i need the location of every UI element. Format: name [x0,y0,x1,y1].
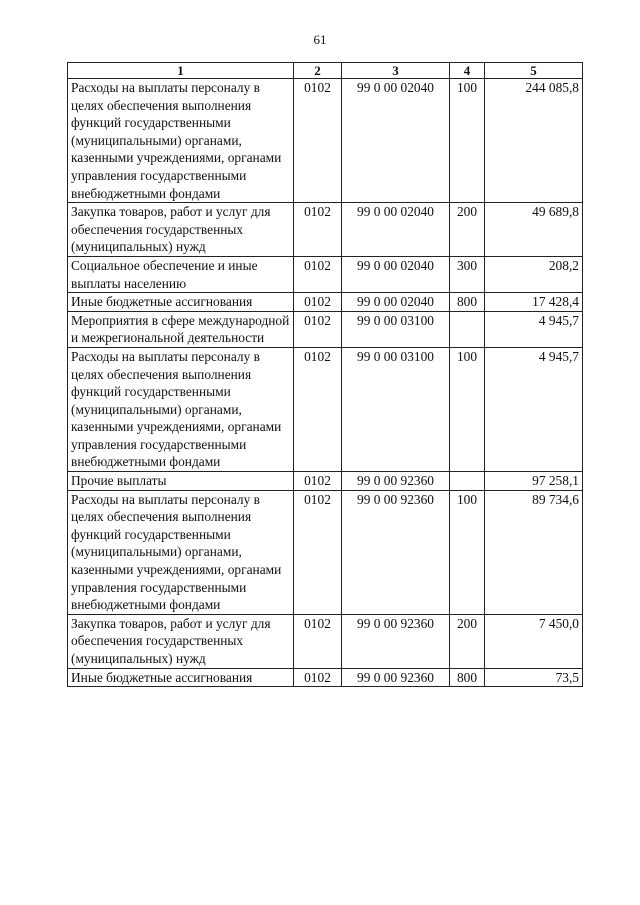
row-amount-cell: 4 945,7 [485,311,583,347]
row-amount-cell: 208,2 [485,256,583,292]
row-target-cell: 99 0 00 03100 [342,347,450,471]
row-section-cell: 0102 [294,293,342,312]
table-row [68,668,583,687]
table-body [68,79,583,687]
row-type-cell: 200 [450,203,485,257]
row-target-cell: 99 0 00 02040 [342,79,450,203]
table-row [68,293,583,312]
row-type-cell: 300 [450,256,485,292]
row-amount-cell: 7 450,0 [485,614,583,668]
row-target-cell: 99 0 00 92360 [342,668,450,687]
row-type-cell [450,472,485,491]
header-col-3: 3 [342,63,450,79]
table-row [68,203,583,257]
row-name-cell: Иные бюджетные ассигнования [68,293,294,312]
row-target-cell: 99 0 00 03100 [342,311,450,347]
table-row [68,472,583,491]
row-section-cell: 0102 [294,347,342,471]
table-row [68,490,583,614]
table-header [68,63,583,79]
row-amount-cell: 73,5 [485,668,583,687]
row-type-cell [450,311,485,347]
budget-table [67,62,583,687]
row-name-cell: Закупка товаров, работ и услуг для обеспечения государственных (муниципальных) нужд [68,614,294,668]
row-type-cell: 200 [450,614,485,668]
row-name-cell: Закупка товаров, работ и услуг для обеспечения государственных (муниципальных) нужд [68,203,294,257]
row-type-cell: 100 [450,79,485,203]
row-section-cell: 0102 [294,668,342,687]
header-col-1: 1 [68,63,294,79]
row-name-cell: Иные бюджетные ассигнования [68,668,294,687]
row-amount-cell: 97 258,1 [485,472,583,491]
header-col-4: 4 [450,63,485,79]
header-row [68,63,583,79]
row-target-cell: 99 0 00 02040 [342,293,450,312]
table-row [68,614,583,668]
row-type-cell: 100 [450,490,485,614]
header-col-5: 5 [485,63,583,79]
row-section-cell: 0102 [294,256,342,292]
row-name-cell: Расходы на выплаты персоналу в целях обеспечения выполнения функций государственными (муниципальными) органами, казенными учреждениями, органами управления государственными внебюджетными фондами [68,490,294,614]
row-amount-cell: 244 085,8 [485,79,583,203]
row-amount-cell: 4 945,7 [485,347,583,471]
row-section-cell: 0102 [294,79,342,203]
row-section-cell: 0102 [294,203,342,257]
page-number: 61 [313,32,327,47]
row-target-cell: 99 0 00 92360 [342,472,450,491]
header-col-2: 2 [294,63,342,79]
row-target-cell: 99 0 00 02040 [342,256,450,292]
row-name-cell: Расходы на выплаты персоналу в целях обеспечения выполнения функций государственными (муниципальными) органами, казенными учреждениями, органами управления государственными внебюджетными фондами [68,79,294,203]
row-amount-cell: 89 734,6 [485,490,583,614]
row-type-cell: 800 [450,293,485,312]
row-target-cell: 99 0 00 92360 [342,614,450,668]
row-name-cell: Социальное обеспечение и иные выплаты населению [68,256,294,292]
row-amount-cell: 49 689,8 [485,203,583,257]
row-section-cell: 0102 [294,614,342,668]
table-row [68,256,583,292]
row-amount-cell: 17 428,4 [485,293,583,312]
row-type-cell: 100 [450,347,485,471]
row-target-cell: 99 0 00 92360 [342,490,450,614]
row-section-cell: 0102 [294,311,342,347]
row-section-cell: 0102 [294,472,342,491]
row-type-cell: 800 [450,668,485,687]
row-name-cell: Прочие выплаты [68,472,294,491]
table-row [68,79,583,203]
row-target-cell: 99 0 00 02040 [342,203,450,257]
row-section-cell: 0102 [294,490,342,614]
row-name-cell: Расходы на выплаты персоналу в целях обеспечения выполнения функций государственными (муниципальными) органами, казенными учреждениями, органами управления государственными внебюджетными фондами [68,347,294,471]
table-row [68,347,583,471]
table-row [68,311,583,347]
row-name-cell: Мероприятия в сфере международной и межрегиональной деятельности [68,311,294,347]
